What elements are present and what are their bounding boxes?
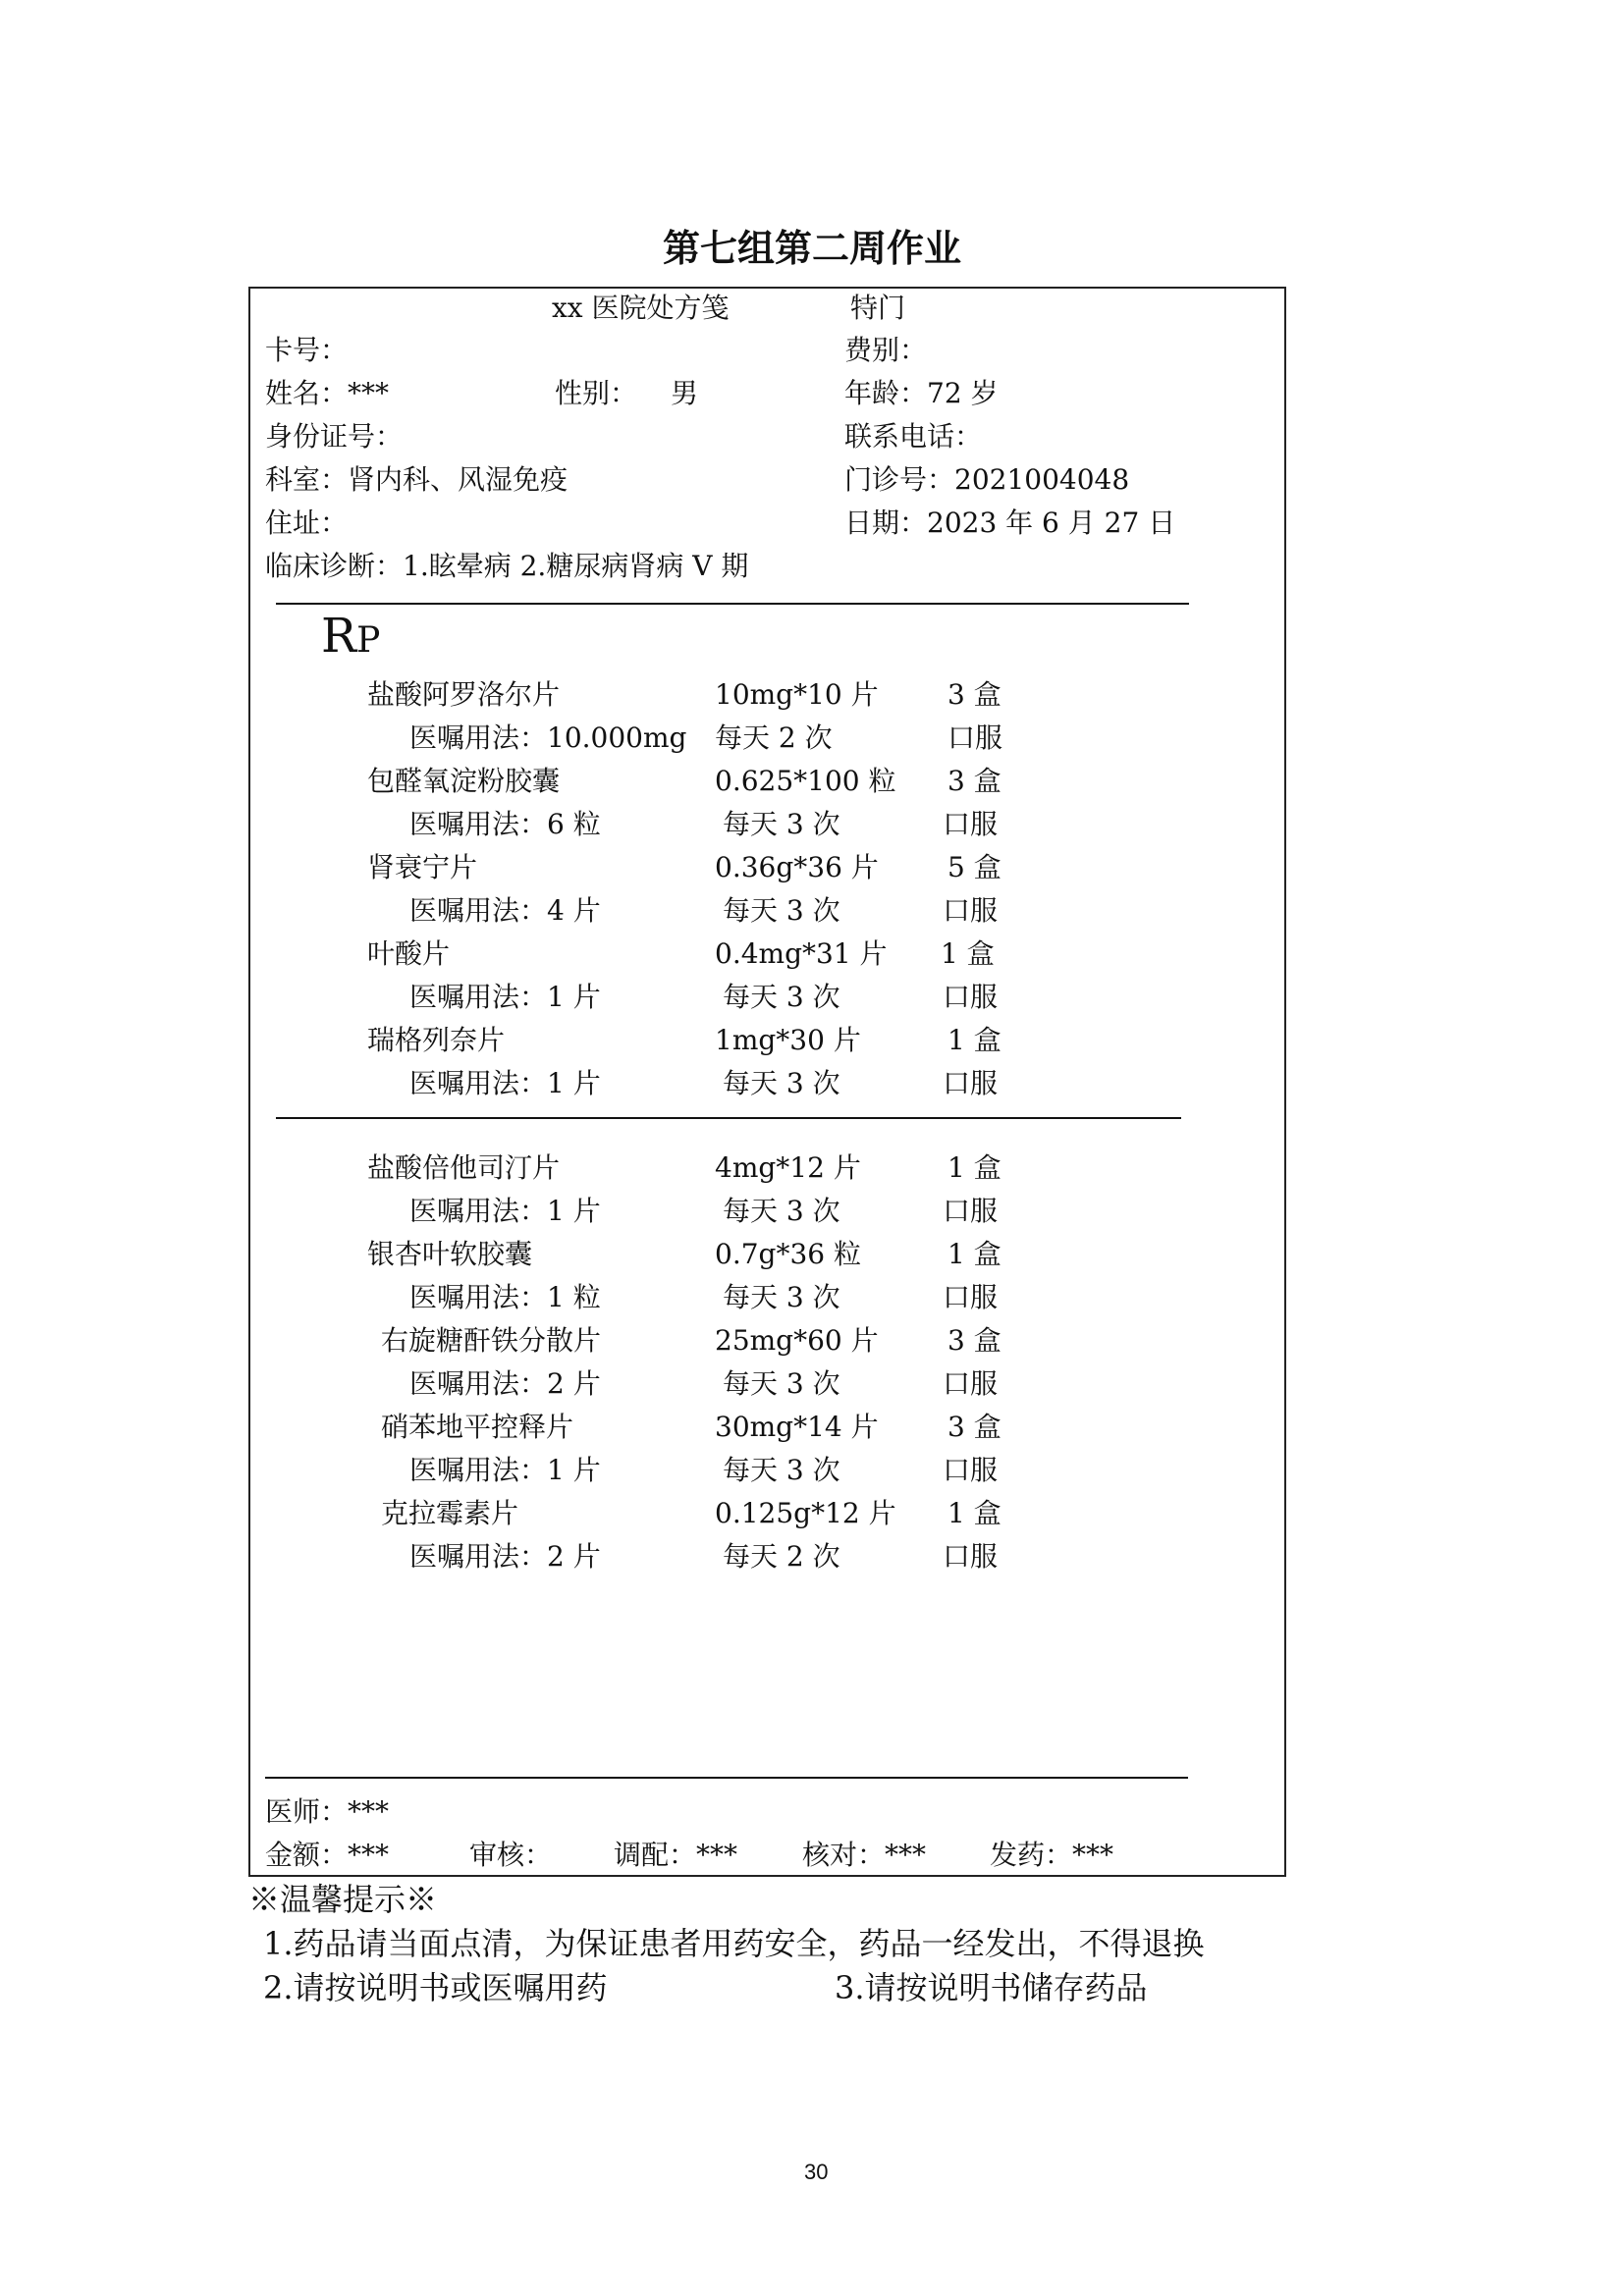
- divider-middle: [276, 1117, 1181, 1119]
- drug-spec: 30mg*14 片: [715, 1411, 879, 1443]
- drug-spec: 10mg*10 片: [715, 678, 879, 711]
- drug-route: 口服: [943, 1281, 999, 1313]
- drug-route: 口服: [943, 894, 999, 927]
- drug-name: 肾衰宁片: [367, 851, 478, 883]
- drug-spec: 0.7g*36 粒: [715, 1238, 861, 1270]
- drug-name: 银杏叶软胶囊: [367, 1238, 533, 1270]
- drug-quantity: 1 盒: [947, 1151, 1001, 1184]
- drug-route: 口服: [943, 1367, 999, 1400]
- drug-quantity: 1 盒: [941, 937, 995, 970]
- drug-spec: 0.4mg*31 片: [715, 937, 888, 970]
- clinical-diagnosis: 临床诊断：1.眩晕病 2.糖尿病肾病 V 期: [265, 550, 749, 582]
- drug-spec: 1mg*30 片: [715, 1024, 861, 1056]
- drug-route: 口服: [947, 721, 1003, 754]
- department: 科室：肾内科、风湿免疫: [265, 463, 568, 496]
- drug-frequency: 每天 3 次: [723, 1067, 840, 1099]
- drug-frequency: 每天 3 次: [723, 1454, 840, 1486]
- drug-name: 右旋糖酐铁分散片: [381, 1324, 602, 1357]
- drug-name: 盐酸倍他司汀片: [367, 1151, 561, 1184]
- drug-name: 硝苯地平控释片: [381, 1411, 574, 1443]
- drug-usage: 医嘱用法：1 片: [409, 1067, 601, 1099]
- divider-bottom: [265, 1777, 1188, 1779]
- drug-frequency: 每天 3 次: [723, 894, 840, 927]
- drug-route: 口服: [943, 1454, 999, 1486]
- prescription-date: 日期：2023 年 6 月 27 日: [844, 507, 1176, 539]
- prescription-type: 特门: [850, 292, 906, 324]
- checker: 核对：***: [802, 1839, 927, 1871]
- drug-spec: 4mg*12 片: [715, 1151, 861, 1184]
- drug-usage: 医嘱用法：10.000mg: [409, 721, 687, 754]
- tip-line-2: 2.请按说明书或医嘱用药: [263, 1969, 608, 2006]
- drug-usage: 医嘱用法：4 片: [409, 894, 601, 927]
- drug-name: 叶酸片: [367, 937, 451, 970]
- drug-usage: 医嘱用法：1 片: [409, 981, 601, 1013]
- drug-frequency: 每天 2 次: [723, 1540, 840, 1573]
- drug-quantity: 5 盒: [947, 851, 1001, 883]
- drug-spec: 0.125g*12 片: [715, 1497, 896, 1529]
- tips-title: ※温馨提示※: [248, 1881, 438, 1918]
- drug-frequency: 每天 2 次: [715, 721, 833, 754]
- drug-route: 口服: [943, 1195, 999, 1227]
- drug-name: 包醛氧淀粉胶囊: [367, 765, 561, 797]
- contact-phone: 联系电话：: [844, 420, 983, 453]
- drug-frequency: 每天 3 次: [723, 1195, 840, 1227]
- id-number: 身份证号：: [265, 420, 404, 453]
- patient-age: 年龄：72 岁: [844, 377, 999, 409]
- tip-line-1: 1.药品请当面点清，为保证患者用药安全，药品一经发出，不得退换: [263, 1925, 1205, 1962]
- preparer: 调配：***: [614, 1839, 738, 1871]
- drug-usage: 医嘱用法：1 片: [409, 1195, 601, 1227]
- patient-name: 姓名：***: [265, 377, 390, 409]
- drug-usage: 医嘱用法：2 片: [409, 1367, 601, 1400]
- drug-usage: 医嘱用法：2 片: [409, 1540, 601, 1573]
- page-title: 第七组第二周作业: [663, 227, 962, 270]
- outpatient-number: 门诊号：2021004048: [844, 463, 1130, 496]
- drug-frequency: 每天 3 次: [723, 1281, 840, 1313]
- drug-name: 克拉霉素片: [381, 1497, 519, 1529]
- drug-route: 口服: [943, 981, 999, 1013]
- reviewer: 审核：: [469, 1839, 553, 1871]
- page-number: 30: [804, 2160, 829, 2184]
- drug-quantity: 1 盒: [947, 1497, 1001, 1529]
- drug-frequency: 每天 3 次: [723, 981, 840, 1013]
- drug-quantity: 3 盒: [947, 678, 1001, 711]
- gender-value: 男: [671, 377, 699, 409]
- drug-name: 瑞格列奈片: [367, 1024, 506, 1056]
- drug-frequency: 每天 3 次: [723, 1367, 840, 1400]
- card-number: 卡号：: [265, 334, 349, 366]
- drug-quantity: 1 盒: [947, 1024, 1001, 1056]
- drug-quantity: 3 盒: [947, 1411, 1001, 1443]
- hospital-name: xx 医院处方笺: [552, 292, 730, 324]
- drug-usage: 医嘱用法：6 粒: [409, 808, 601, 840]
- drug-quantity: 3 盒: [947, 1324, 1001, 1357]
- address: 住址：: [265, 507, 349, 539]
- divider-top: [276, 603, 1189, 605]
- fee-type: 费别：: [844, 334, 928, 366]
- drug-spec: 0.625*100 粒: [715, 765, 896, 797]
- rp-symbol: RP: [321, 609, 381, 664]
- doctor-signature: 医师：***: [265, 1795, 390, 1828]
- drug-usage: 医嘱用法：1 片: [409, 1454, 601, 1486]
- drug-frequency: 每天 3 次: [723, 808, 840, 840]
- tip-line-3: 3.请按说明书储存药品: [835, 1969, 1148, 2006]
- drug-route: 口服: [943, 1067, 999, 1099]
- drug-spec: 0.36g*36 片: [715, 851, 879, 883]
- drug-quantity: 1 盒: [947, 1238, 1001, 1270]
- amount: 金额：***: [265, 1839, 390, 1871]
- drug-route: 口服: [943, 808, 999, 840]
- gender-label: 性别：: [555, 377, 638, 409]
- dispenser: 发药：***: [990, 1839, 1114, 1871]
- drug-route: 口服: [943, 1540, 999, 1573]
- drug-spec: 25mg*60 片: [715, 1324, 879, 1357]
- drug-quantity: 3 盒: [947, 765, 1001, 797]
- drug-name: 盐酸阿罗洛尔片: [367, 678, 561, 711]
- drug-usage: 医嘱用法：1 粒: [409, 1281, 601, 1313]
